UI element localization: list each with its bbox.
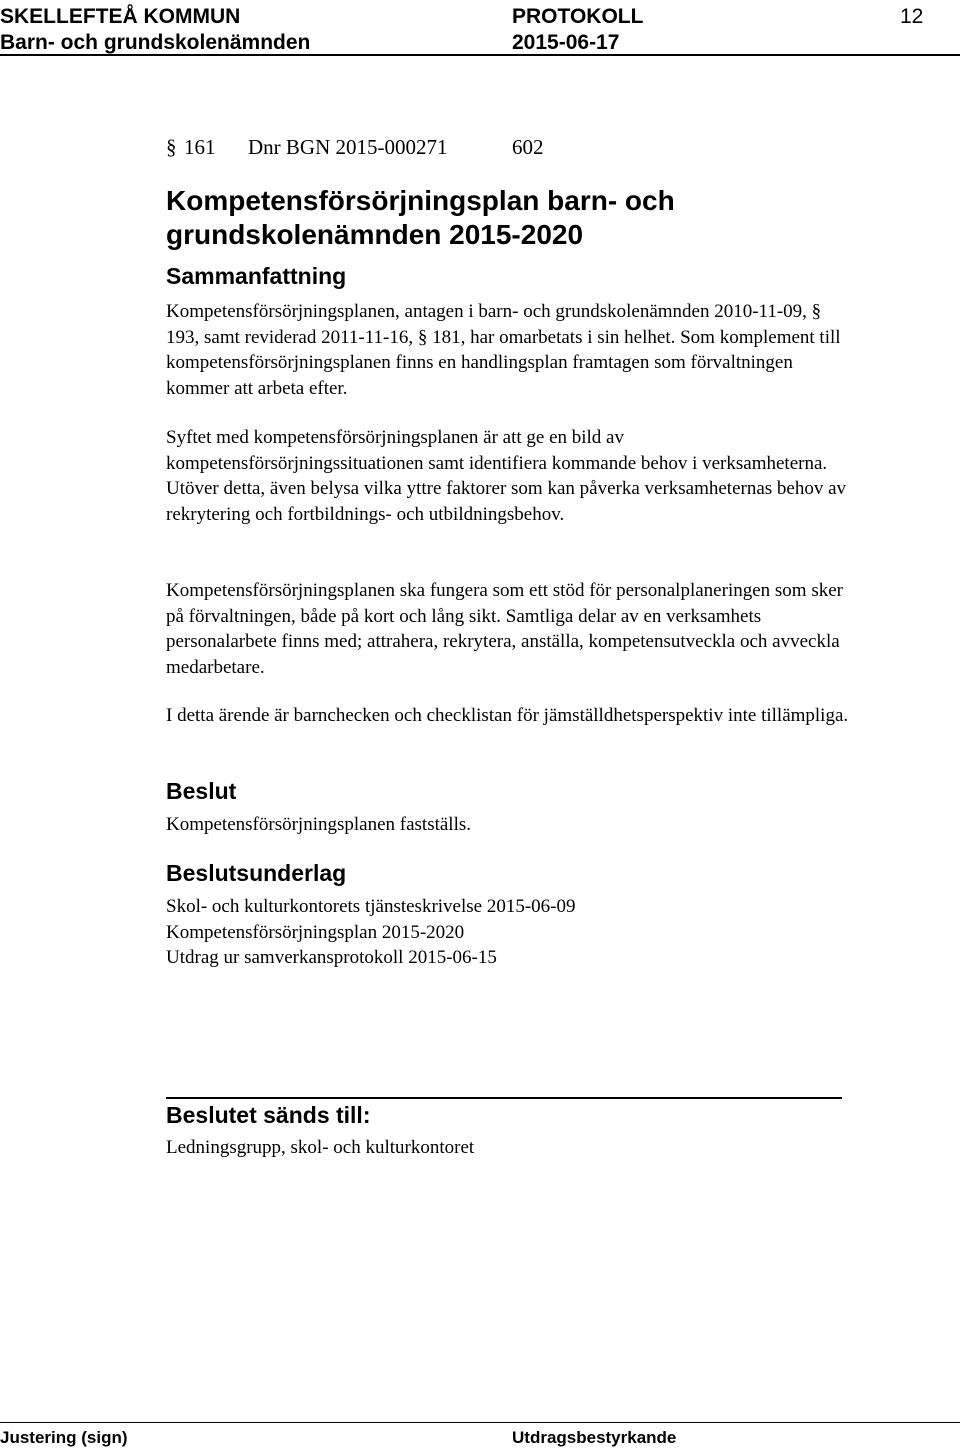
footer-rule [0, 1422, 960, 1423]
header-rule [0, 54, 960, 56]
summary-paragraph-2 [166, 425, 856, 527]
summary-text-4: I detta ärende är barnchecken och checklistan för jämställdhetsperspektiv inte tillämpliga. [166, 705, 849, 726]
basis-list [166, 894, 856, 971]
summary-heading: Sammanfattning [166, 263, 347, 289]
summary-text-2: Syftet med kompetensförsörjningsplanen är att ge en bild av kompetensförsörjningssituationen samt identifiera kommande behov i verksamheterna. Utöver detta, även belysa vilka yttre faktorer som kan påverka verksamheternas behov av rekrytering och fortbildnings- och utbildningsbehov. [166, 427, 847, 525]
summary-text-3: Kompetensförsörjningsplanen ska fungera som ett stöd för personalplaneringen som sker på förvaltningen, både på kort och lång sikt. Samtliga delar av en verksamhets personalarbete finns med; attrahera, rekrytera, anställa, kompetensutveckla och avveckla medarbetare. [166, 580, 843, 678]
decision-text: Kompetensförsörjningsplanen fastställs. [166, 814, 472, 835]
decision-heading: Beslut [166, 778, 237, 804]
basis-item: Kompetensförsörjningsplan 2015-2020 [166, 921, 465, 943]
summary-paragraph-4 [166, 703, 856, 729]
committee-name: Barn- och grundskolenämnden [0, 31, 311, 54]
dnr-reference: Dnr BGN 2015-000271 [248, 135, 448, 159]
sent-to-text: Ledningsgrupp, skol- och kulturkontoret [166, 1137, 475, 1158]
page-number: 12 [900, 5, 924, 28]
basis-item: Utdrag ur samverkansprotokoll 2015-06-15 [166, 947, 497, 969]
section-mark: § [166, 135, 177, 159]
basis-heading: Beslutsunderlag [166, 860, 347, 886]
summary-paragraph-1 [166, 299, 856, 401]
sent-to-block [166, 1135, 856, 1161]
signature-line [166, 1097, 842, 1099]
item-code: 602 [512, 135, 544, 159]
org-name: SKELLEFTEÅ KOMMUN [0, 5, 241, 28]
footer-certify: Utdragsbestyrkande [512, 1428, 677, 1447]
summary-text-1: Kompetensförsörjningsplanen, antagen i barn- och grundskolenämnden 2010-11-09, § 193, samt reviderad 2011-11-16, § 181, har omarbetats i sin helhet. Som komplement till kompetensförsörjningsplanen finns en handlingsplan framtagen som förvaltningen kommer att arbeta efter. [166, 301, 841, 399]
sent-to-heading: Beslutet sänds till: [166, 1102, 371, 1128]
decision-block [166, 812, 856, 838]
meeting-date: 2015-06-17 [512, 31, 620, 54]
doc-type: PROTOKOLL [512, 5, 644, 28]
summary-paragraph-3 [166, 578, 856, 680]
basis-item: Skol- och kulturkontorets tjänsteskrivelse 2015-06-09 [166, 896, 576, 917]
page-title: Kompetensförsörjningsplan barn- och grundskolenämnden 2015-2020 [166, 185, 675, 250]
item-number: 161 [184, 135, 216, 159]
footer-sign: Justering (sign) [0, 1428, 128, 1447]
